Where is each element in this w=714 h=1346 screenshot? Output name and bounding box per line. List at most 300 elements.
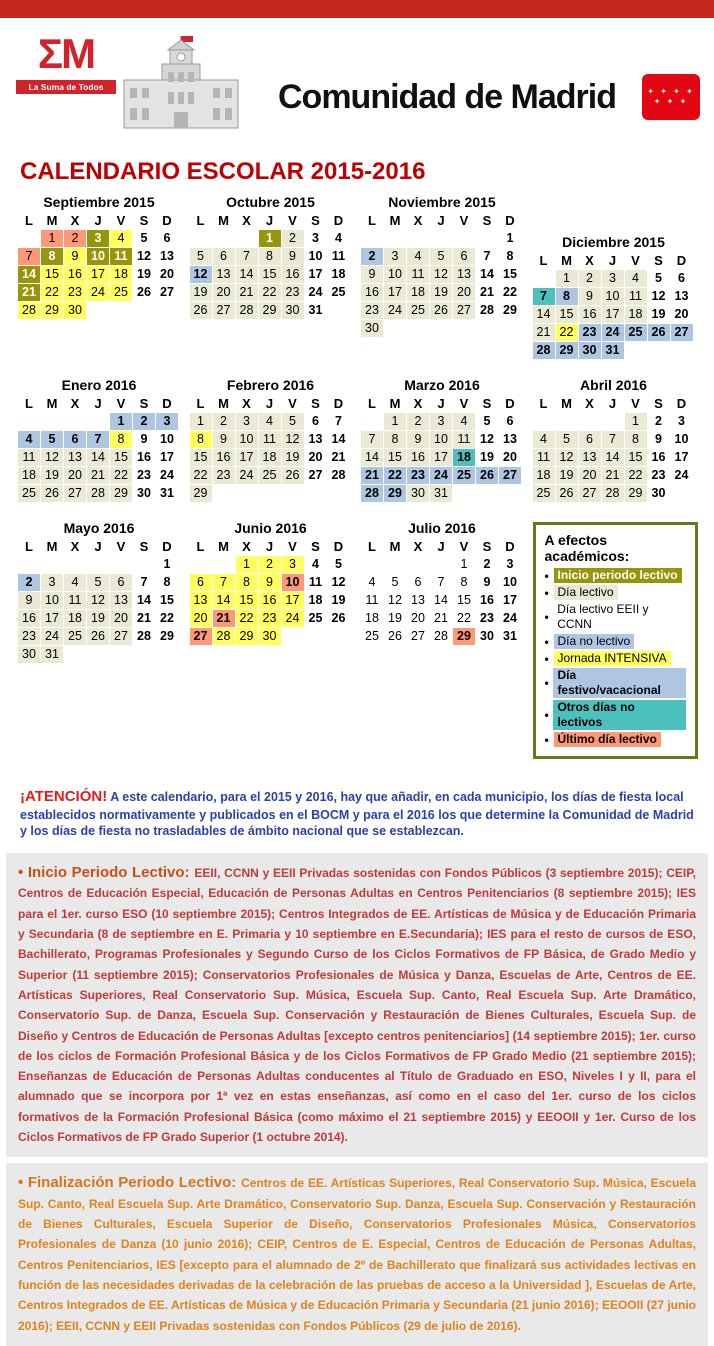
day-grid: [18, 213, 180, 319]
weekday-header: S: [311, 213, 320, 228]
day-cell: 19: [41, 467, 63, 484]
day-cell: 17: [41, 610, 63, 627]
day-cell: 12: [556, 449, 578, 466]
day-cell: 16: [407, 449, 429, 466]
weekday-header: D: [676, 253, 687, 268]
day-cell: 5: [655, 271, 662, 285]
month-noviembre-2015: [361, 194, 523, 359]
day-cell: 14: [602, 449, 624, 466]
day-cell: 10: [308, 249, 323, 263]
day-cell: 11: [533, 449, 555, 466]
day-cell: 31: [308, 303, 323, 317]
day-cell: 9: [140, 432, 148, 446]
day-cell: 8: [259, 248, 281, 265]
day-cell: 27: [160, 285, 174, 299]
month-septiembre-2015: [18, 194, 180, 359]
day-cell: 11: [625, 288, 647, 305]
day-grid: [18, 539, 180, 663]
day-cell: 20: [579, 467, 601, 484]
day-cell: 20: [407, 610, 429, 627]
day-cell: 10: [282, 574, 304, 591]
day-cell: 24: [503, 611, 517, 625]
day-cell: 8: [190, 431, 212, 448]
day-cell: 21: [236, 284, 258, 301]
weekday-header: J: [437, 539, 445, 554]
weekday-header: L: [196, 396, 205, 411]
weekday-header: V: [288, 539, 297, 554]
day-cell: 3: [506, 557, 514, 571]
month-diciembre-2015: [533, 234, 695, 359]
day-cell: 28: [602, 485, 624, 502]
weekday-header: L: [368, 396, 376, 411]
day-cell: 30: [651, 486, 666, 500]
day-cell: 29: [190, 485, 212, 502]
legend-bullet: •: [544, 610, 549, 624]
day-cell: 23: [361, 302, 383, 319]
day-cell: 7: [87, 431, 109, 448]
day-cell: 23: [579, 324, 601, 341]
day-cell: 8: [506, 249, 514, 263]
day-cell: 16: [18, 610, 40, 627]
day-cell: 12: [190, 266, 212, 283]
weekday-header: X: [70, 539, 80, 554]
day-cell: 19: [137, 267, 151, 281]
day-cell: 17: [430, 449, 452, 466]
day-cell: 23: [213, 467, 235, 484]
day-cell: 27: [308, 468, 323, 482]
day-cell: 14: [361, 449, 383, 466]
day-cell: 12: [651, 289, 666, 303]
day-cell: 17: [87, 266, 109, 283]
day-cell: 16: [137, 450, 151, 464]
day-cell: 8: [110, 431, 132, 448]
weekday-header: X: [70, 213, 80, 228]
day-cell: 7: [213, 574, 235, 591]
day-cell: 8: [453, 574, 475, 591]
weekday-header: D: [676, 396, 687, 411]
day-cell: 7: [140, 575, 148, 589]
day-cell: 3: [282, 556, 304, 573]
day-cell: 30: [259, 628, 281, 645]
day-cell: 29: [110, 485, 132, 502]
day-cell: 1: [625, 413, 647, 430]
day-cell: 14: [533, 306, 555, 323]
weekday-header: S: [139, 539, 149, 554]
day-cell: 4: [18, 431, 40, 448]
day-cell: 9: [213, 431, 235, 448]
weekday-header: D: [333, 396, 344, 411]
day-cell: 4: [361, 574, 383, 591]
comunidad-madrid-logo: [16, 32, 116, 94]
section-inicio-periodo-lectivo: [6, 853, 708, 1157]
empty-cell: [87, 413, 109, 430]
day-cell: 24: [602, 324, 624, 341]
day-cell: 15: [160, 593, 174, 607]
day-cell: 17: [236, 449, 258, 466]
day-cell: 22: [41, 284, 63, 301]
day-cell: 7: [361, 431, 383, 448]
legend-item: [545, 700, 687, 730]
day-cell: 13: [213, 266, 235, 283]
day-cell: 7: [335, 414, 342, 428]
day-cell: 20: [160, 267, 174, 281]
day-cell: 21: [480, 285, 494, 299]
day-cell: 16: [651, 450, 666, 464]
day-cell: 16: [213, 449, 235, 466]
day-cell: 30: [480, 629, 494, 643]
building-illustration-icon: [122, 34, 240, 134]
day-cell: 4: [64, 574, 86, 591]
day-cell: 5: [41, 431, 63, 448]
legend: [533, 522, 699, 759]
day-cell: 6: [163, 231, 171, 245]
day-cell: 22: [453, 610, 475, 627]
day-cell: 31: [160, 486, 174, 500]
day-cell: 5: [87, 574, 109, 591]
day-cell: 7: [533, 288, 555, 305]
weekday-header: L: [196, 539, 205, 554]
day-cell: 1: [163, 557, 171, 571]
weekday-header: X: [242, 396, 251, 411]
day-grid: [533, 253, 695, 359]
day-cell: 5: [483, 414, 491, 428]
weekday-header: D: [162, 396, 172, 411]
day-cell: 10: [41, 592, 63, 609]
day-cell: 26: [331, 611, 346, 625]
day-cell: 14: [430, 592, 452, 609]
day-cell: 17: [602, 306, 624, 323]
day-cell: 29: [384, 485, 406, 502]
weekday-header: L: [539, 396, 548, 411]
day-cell: 29: [259, 302, 281, 319]
day-cell: 30: [64, 302, 86, 319]
day-cell: 6: [190, 574, 212, 591]
weekday-header: L: [196, 213, 205, 228]
day-cell: 28: [87, 485, 109, 502]
legend-swatch-label: Otros días no lectivos: [553, 700, 686, 730]
weekday-header: J: [265, 396, 274, 411]
day-cell: 25: [259, 467, 281, 484]
empty-cell: [87, 556, 109, 573]
day-cell: 15: [384, 449, 406, 466]
day-cell: 14: [18, 266, 40, 283]
day-cell: 9: [407, 431, 429, 448]
day-cell: 13: [407, 592, 429, 609]
day-cell: 20: [110, 610, 132, 627]
day-cell: 9: [259, 574, 281, 591]
day-cell: 17: [384, 284, 406, 301]
day-cell: 13: [64, 449, 86, 466]
day-cell: 3: [384, 248, 406, 265]
day-cell: 1: [190, 413, 212, 430]
day-cell: 15: [453, 592, 475, 609]
weekday-header: J: [94, 396, 102, 411]
day-cell: 21: [361, 467, 383, 484]
day-cell: 23: [480, 611, 494, 625]
day-cell: 15: [556, 306, 578, 323]
section-heading: • Finalización Periodo Lectivo:: [18, 1174, 237, 1192]
day-cell: 15: [503, 267, 517, 281]
weekday-header: X: [242, 213, 251, 228]
day-cell: 14: [331, 432, 346, 446]
month-title: Febrero 2016: [226, 377, 315, 393]
weekday-header: V: [116, 213, 126, 228]
empty-cell: [18, 556, 40, 573]
weekday-header: V: [288, 213, 297, 228]
month-title: Mayo 2016: [63, 520, 135, 536]
day-cell: 11: [308, 575, 323, 589]
day-cell: 21: [331, 450, 346, 464]
day-cell: 11: [453, 431, 475, 448]
day-cell: 3: [87, 230, 109, 247]
day-cell: 21: [87, 467, 109, 484]
legend-item: [545, 602, 687, 632]
day-cell: 24: [308, 285, 323, 299]
day-cell: 10: [430, 431, 452, 448]
day-cell: 6: [64, 431, 86, 448]
day-cell: 14: [137, 593, 151, 607]
day-cell: 29: [41, 302, 63, 319]
weekday-header: L: [368, 539, 376, 554]
day-cell: 9: [282, 248, 304, 265]
day-cell: 25: [453, 467, 475, 484]
day-cell: 9: [655, 432, 662, 446]
day-grid: [190, 213, 352, 319]
day-cell: 10: [503, 575, 517, 589]
weekday-header: S: [482, 213, 492, 228]
day-cell: 4: [533, 431, 555, 448]
day-cell: 16: [64, 266, 86, 283]
day-cell: 3: [236, 413, 258, 430]
weekday-header: D: [505, 396, 515, 411]
weekday-header: V: [116, 539, 126, 554]
weekday-header: V: [631, 253, 640, 268]
day-cell: 8: [163, 575, 171, 589]
legend-swatch-label: Jornada INTENSIVA: [554, 651, 671, 666]
day-cell: 24: [430, 467, 452, 484]
weekday-header: J: [608, 396, 617, 411]
day-cell: 8: [384, 431, 406, 448]
month-title: Abril 2016: [580, 377, 647, 393]
weekday-header: M: [46, 396, 58, 411]
day-cell: 13: [579, 449, 601, 466]
day-cell: 19: [480, 450, 494, 464]
day-cell: 7: [602, 431, 624, 448]
day-cell: 19: [651, 307, 666, 321]
day-cell: 14: [87, 449, 109, 466]
day-cell: 19: [331, 593, 346, 607]
day-cell: 4: [453, 413, 475, 430]
day-cell: 1: [453, 556, 475, 573]
weekday-header: V: [459, 396, 469, 411]
day-cell: 23: [64, 284, 86, 301]
weekday-header: D: [162, 539, 172, 554]
day-cell: 23: [651, 468, 666, 482]
day-cell: 6: [506, 414, 514, 428]
day-cell: 19: [190, 284, 212, 301]
day-cell: 3: [602, 270, 624, 287]
day-cell: 13: [110, 592, 132, 609]
day-cell: 11: [361, 592, 383, 609]
day-cell: 22: [384, 467, 406, 484]
day-cell: 19: [384, 610, 406, 627]
day-cell: 27: [579, 485, 601, 502]
day-cell: 6: [213, 248, 235, 265]
day-cell: 2: [483, 557, 491, 571]
day-cell: 26: [41, 485, 63, 502]
day-cell: 22: [259, 284, 281, 301]
day-cell: 9: [18, 592, 40, 609]
day-cell: 29: [503, 303, 517, 317]
day-cell: 19: [556, 467, 578, 484]
day-cell: 4: [259, 413, 281, 430]
day-cell: 4: [335, 231, 342, 245]
weekday-header: X: [70, 396, 80, 411]
legend-bullet: •: [544, 676, 549, 690]
day-cell: 31: [430, 485, 452, 502]
day-cell: 29: [625, 485, 647, 502]
legend-swatch-label: Día lectivo EEII y CCNN: [553, 602, 686, 632]
day-cell: 12: [480, 432, 494, 446]
legend-swatch-label: Día lectivo: [554, 585, 618, 600]
empty-cell: [64, 556, 86, 573]
weekday-header: S: [139, 396, 149, 411]
day-cell: 17: [282, 592, 304, 609]
day-cell: 25: [308, 611, 323, 625]
month-title: Marzo 2016: [404, 377, 480, 393]
empty-cell: [533, 413, 555, 430]
section-finalizacion-periodo-lectivo: [6, 1163, 708, 1346]
day-cell: 23: [259, 610, 281, 627]
day-cell: 4: [312, 557, 319, 571]
day-cell: 26: [384, 628, 406, 645]
day-cell: 2: [407, 413, 429, 430]
empty-cell: [407, 556, 429, 573]
day-cell: 3: [430, 413, 452, 430]
day-grid: [18, 396, 180, 502]
day-cell: 24: [236, 467, 258, 484]
day-cell: 15: [190, 449, 212, 466]
day-cell: 2: [213, 413, 235, 430]
weekday-header: X: [413, 213, 423, 228]
legend-swatch-label: Día festivo/vacacional: [553, 668, 686, 698]
legend-item: [545, 732, 687, 747]
day-cell: 2: [18, 574, 40, 591]
day-cell: 18: [331, 267, 346, 281]
legend-swatch-label: Inicio periodo lectivo: [554, 568, 682, 583]
day-cell: 1: [506, 231, 514, 245]
month-title: Junio 2016: [234, 520, 307, 536]
day-cell: 30: [407, 485, 429, 502]
day-cell: 19: [430, 284, 452, 301]
day-cell: 2: [64, 230, 86, 247]
day-cell: 30: [361, 320, 383, 337]
day-cell: 30: [579, 342, 601, 359]
day-cell: 18: [453, 449, 475, 466]
day-cell: 5: [190, 248, 212, 265]
day-cell: 11: [331, 249, 346, 263]
day-cell: 18: [110, 266, 132, 283]
month-title: Enero 2016: [61, 377, 137, 393]
weekday-header: J: [94, 539, 102, 554]
month-julio-2016: [361, 520, 523, 759]
day-cell: 29: [236, 628, 258, 645]
day-cell: 11: [407, 266, 429, 283]
day-cell: 18: [407, 284, 429, 301]
day-cell: 23: [407, 467, 429, 484]
weekday-header: M: [561, 253, 572, 268]
weekday-header: X: [413, 396, 423, 411]
day-cell: 26: [476, 467, 498, 484]
day-cell: 30: [137, 486, 151, 500]
day-cell: 21: [137, 611, 151, 625]
weekday-header: J: [437, 396, 445, 411]
attention-text: A este calendario, para el 2015 y 2016, hay que añadir, en cada municipio, los días de fiesta local establecidos normativamente y publicados en el BOCM y para el 2016 los que determine la Comunidad de Madrid y los días de fiesta no trasladables de ámbito nacional que se establezcan.: [20, 790, 694, 838]
day-cell: 28: [331, 468, 346, 482]
day-grid: [361, 213, 523, 337]
day-cell: 9: [483, 575, 491, 589]
day-cell: 11: [18, 449, 40, 466]
month-title: Septiembre 2015: [43, 194, 155, 210]
day-cell: 9: [579, 288, 601, 305]
day-cell: 17: [674, 450, 689, 464]
weekday-header: X: [585, 396, 594, 411]
empty-cell: [384, 556, 406, 573]
day-cell: 18: [18, 467, 40, 484]
day-cell: 27: [671, 324, 693, 341]
empty-cell: [556, 413, 578, 430]
day-cell: 15: [625, 449, 647, 466]
day-cell: 3: [678, 414, 685, 428]
section-body: Centros de EE. Artísticas Superiores, Real Conservatorio Sup. Música, Escuela Sup. Canto, Real Escuela Sup. Arte Dramático, Conservatorio Sup. Danza, Escuela Sup. Conservación y Restauración de Bienes Culturales, Escuela Superior de Diseño, Conservatorios Profesionales Música, Conservatorios Profesionales de Danza (10 junio 2016); CEIP, Centros de E. Especial, Centros de Educación de Personas Adultas, Centros Penitenciarios, IES [excepto para el alumnado de 2º de Bachillerato que finalizará sus actividades lectivas en función de las necesidades derivadas de la celebración de las pruebas de acceso a la Universidad ], Escuelas de Arte, Centros Integrados de EE. Artísticas de Música y de Educación Primaria y Secundaria (21 junio 2016); EEOOII (27 junio 2016); EEII, CCNN y EEII Privadas sostenidas con Fondos Públicos (29 de julio de 2016).: [18, 1176, 696, 1333]
day-cell: 26: [556, 485, 578, 502]
weekday-header: J: [608, 253, 617, 268]
day-cell: 12: [282, 431, 304, 448]
day-cell: 26: [190, 302, 212, 319]
top-red-bar: [0, 0, 714, 18]
day-cell: 24: [384, 302, 406, 319]
day-cell: 21: [430, 610, 452, 627]
weekday-header: L: [25, 396, 33, 411]
day-cell: 19: [282, 449, 304, 466]
day-cell: 17: [503, 593, 517, 607]
day-cell: 18: [625, 306, 647, 323]
day-cell: 11: [259, 431, 281, 448]
empty-cell: [476, 230, 498, 247]
day-cell: 8: [556, 288, 578, 305]
logo-sigma-m-icon: ΣM: [37, 30, 95, 77]
day-cell: 18: [259, 449, 281, 466]
weekday-header: S: [139, 213, 149, 228]
day-cell: 22: [556, 324, 578, 341]
page-title: CALENDARIO ESCOLAR 2015-2016: [20, 158, 426, 185]
day-cell: 4: [407, 248, 429, 265]
day-cell: 1: [259, 230, 281, 247]
day-cell: 7: [483, 249, 491, 263]
day-cell: 13: [453, 266, 475, 283]
empty-cell: [361, 230, 383, 247]
day-cell: 8: [41, 248, 63, 265]
day-cell: 8: [236, 574, 258, 591]
day-cell: 20: [308, 450, 323, 464]
day-cell: 22: [625, 467, 647, 484]
weekday-header: V: [631, 396, 640, 411]
month-title: Julio 2016: [408, 520, 476, 536]
day-grid: [190, 539, 352, 645]
empty-cell: [579, 413, 601, 430]
day-cell: 10: [602, 288, 624, 305]
madrid-flag-icon: [642, 74, 700, 120]
